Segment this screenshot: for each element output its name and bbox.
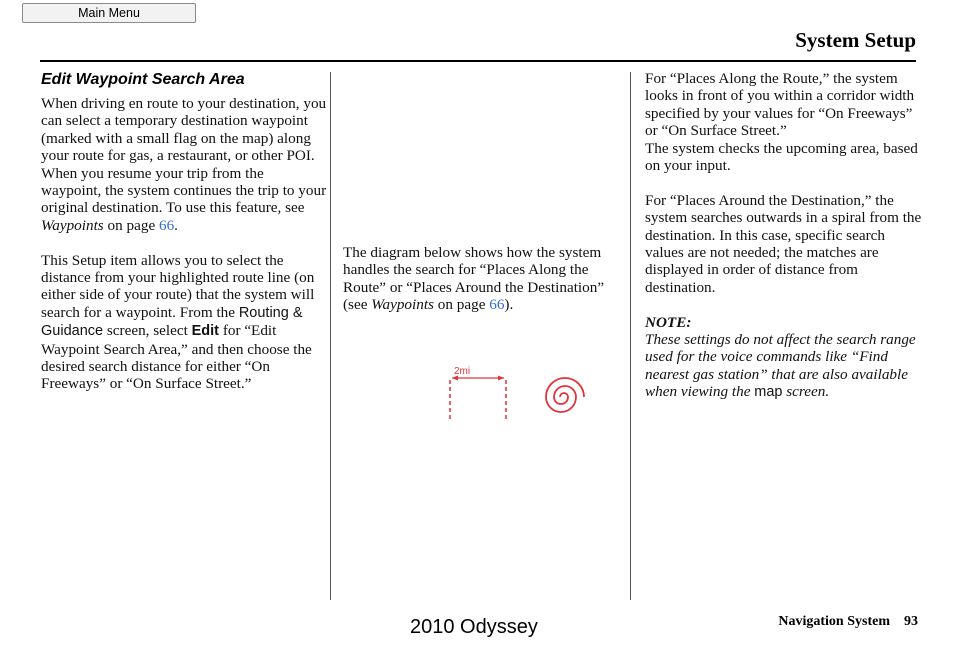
column-middle	[343, 244, 623, 314]
diagram-distance-label: 2mi	[454, 366, 471, 377]
edit-term: Edit	[191, 323, 220, 340]
along-route-paragraph: For “Places Along the Route,” the system looks in front of you within a corridor width specified by your values for “On Freeways” or “On Surface Street.”	[645, 70, 915, 140]
on-page-text: on page	[103, 216, 159, 234]
routing-guidance-term: Routing & Guidance	[41, 304, 303, 340]
intro-paragraph	[41, 95, 327, 234]
waypoints-ref: Waypoints	[41, 216, 104, 234]
arrow-right-head	[498, 376, 504, 381]
footer-navigation	[778, 614, 918, 630]
spiral-icon	[546, 378, 584, 412]
note-label: NOTE:	[645, 313, 692, 331]
note-paragraph	[645, 331, 925, 402]
footer-model: 2010 Odyssey	[410, 616, 538, 638]
section-heading: Edit Waypoint Search Area	[41, 71, 245, 88]
note-text: These settings do not affect the search range used for the voice commands like “Find nearest gas station” that are also available when viewing the	[645, 331, 916, 401]
main-menu-button[interactable]: Main Menu	[22, 3, 196, 23]
upcoming-area-paragraph: The system checks the upcoming area, based on your input.	[645, 139, 918, 175]
column-left	[41, 70, 327, 393]
period: .	[174, 216, 178, 234]
page-title: System Setup	[795, 28, 916, 52]
on-page-text-2: on page	[433, 296, 490, 314]
column-divider-left	[330, 72, 331, 600]
page-number: 93	[904, 614, 918, 629]
page-66-link-2[interactable]: 66	[489, 296, 505, 314]
screen-select-text: screen, select	[103, 322, 192, 340]
search-area-diagram	[440, 360, 600, 430]
column-right	[645, 70, 925, 402]
intro-text: When driving en route to your destination, you can select a temporary destination waypoint (marked with a small flag on the map) along your route for gas, a restaurant, or other POI. When you resume your trip from the waypoint, the system continues the trip to your original destination. To use this feature, see	[41, 95, 327, 217]
title-rule	[40, 60, 916, 62]
close-paren: ).	[504, 296, 514, 314]
waypoints-ref-2: Waypoints	[371, 296, 434, 314]
setup-end-text: for “Edit Waypoint Search Area,” and then choose the desired search distance for either “On Freeways” or “On Surface Street.”	[41, 322, 312, 393]
setup-paragraph	[41, 252, 327, 393]
diagram-intro-text: The diagram below shows how the system handles the search for “Places Along the Route” or “Places Around the Destination” (see	[343, 244, 605, 314]
setup-text: This Setup item allows you to select the distance from your highlighted route line (on either side of your route) that the system will search for a waypoint. From the	[41, 251, 315, 321]
around-destination-paragraph: For “Places Around the Destination,” the system searches outwards in a spiral from the destination. In this case, specific search values are not needed; the matches are displayed in order of distance from destination.	[645, 191, 922, 296]
footer-section: Navigation System	[778, 614, 890, 629]
page-66-link[interactable]: 66	[158, 216, 175, 234]
column-divider-right	[630, 72, 631, 600]
note-end: screen.	[782, 383, 830, 401]
map-term: map	[754, 384, 783, 401]
diagram-paragraph	[343, 244, 623, 314]
